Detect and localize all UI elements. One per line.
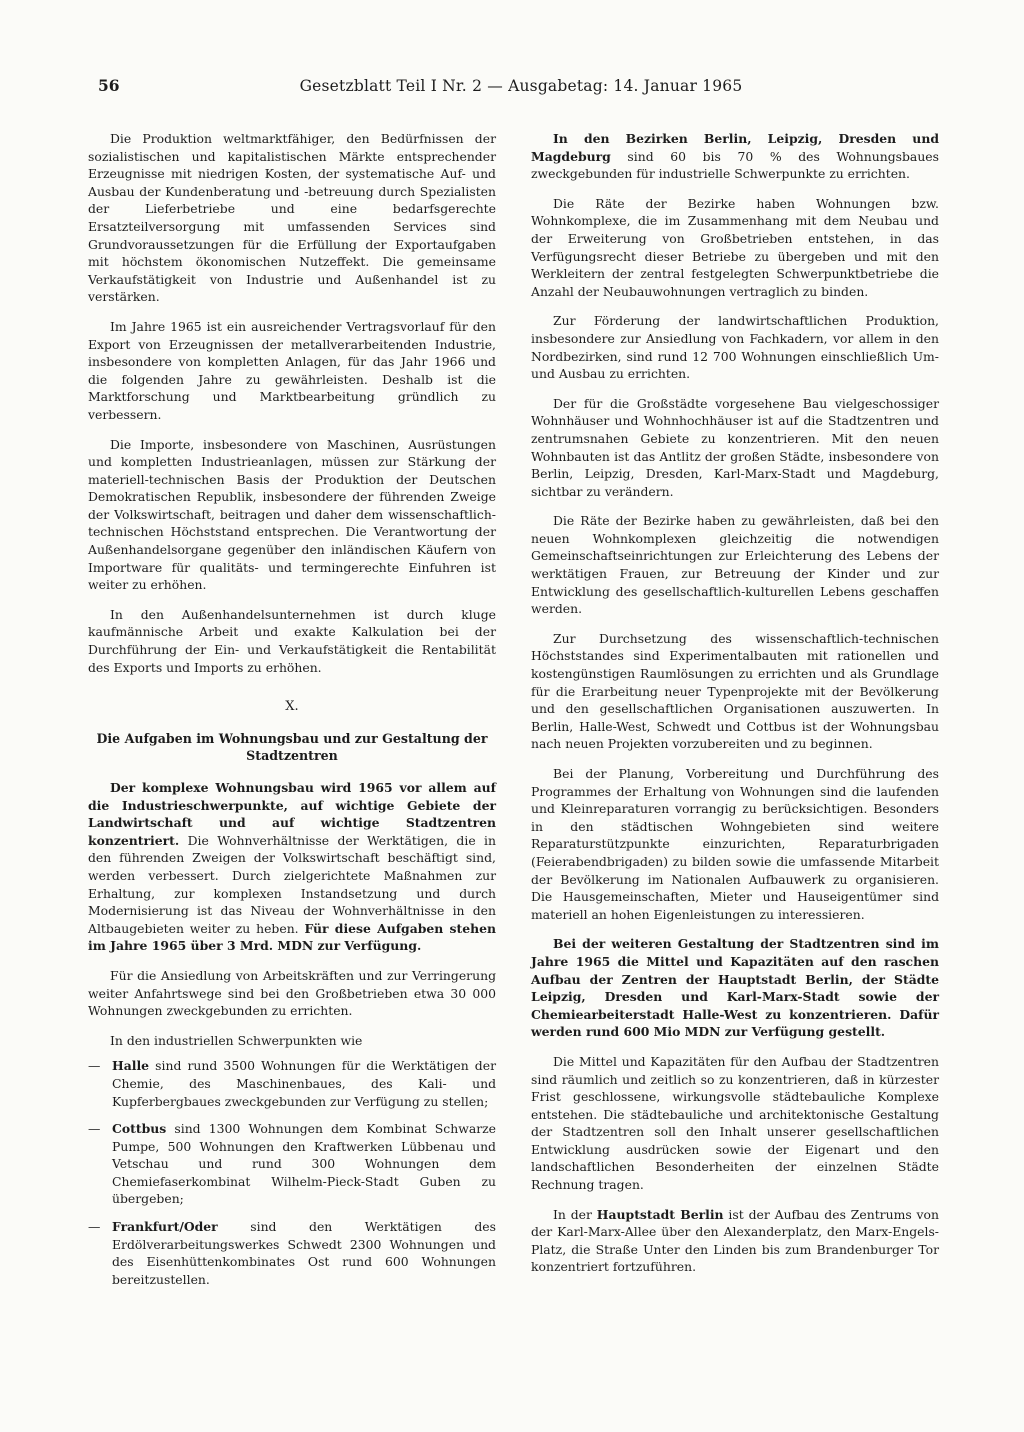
paragraph-text: Die Wohnverhältnisse der Werktätigen, die in den führenden Zweigen der Volkswirtschaft beschäftigt sind, werden verbessert. Durch zielgerichtete Maßnahmen zur Erhaltung, zur komplexen Instandsetzung und durch Modernisierung ist das Niveau der Wohnverhältnisse in den Altbaugebieten weiter zu heben.	[88, 832, 496, 936]
bold-text: Cottbus	[112, 1121, 167, 1137]
bold-text: Halle	[112, 1058, 150, 1074]
dash-marker: —	[88, 1121, 101, 1137]
paragraph	[531, 1206, 939, 1276]
paragraph: Die Räte der Bezirke haben Wohnungen bzw. Wohnkomplexe, die im Zusammenhang mit dem Neubau und der Erweiterung von Großbetrieben entstehen, in das Verfügungsrecht dieser Betriebe zu übergeben und mit den Werkleitern der zentral festgelegten Schwerpunktbetriebe die Anzahl der Neubauwohnungen vertraglich zu binden.	[531, 195, 939, 299]
paragraph: Zur Förderung der landwirtschaftlichen Produktion, insbesondere zur Ansiedlung von Fachkadern, vor allem in den Nordbezirken, sind rund 12 700 Wohnungen einschließlich Um- und Ausbau zu errichten.	[531, 313, 939, 382]
bold-text: Hauptstadt Berlin	[596, 1206, 724, 1222]
paragraph	[531, 935, 939, 1041]
left-column	[88, 130, 496, 1298]
bold-text: Bei der weiteren Gestaltung der Stadtzentren sind im Jahre 1965 die Mittel und Kapazitäten auf den raschen Aufbau der Zentren der Hauptstadt Berlin, der Städte Leipzig, Dresden und Karl-Marx-Stadt sowie der Chemiearbeiterstadt Halle-West zu konzentrieren. Dafür werden rund 600 Mio MDN zur Verfügung gestellt.	[531, 936, 939, 1040]
bold-text: Der komplexe Wohnungsbau wird 1965 vor allem auf die Industrieschwerpunkte, auf wichtige Gebiete der Landwirtschaft und auf wichtige Stadtzentren konzentriert.	[88, 780, 496, 848]
list-item	[88, 1120, 496, 1208]
paragraph: Die Mittel und Kapazitäten für den Aufbau der Stadtzentren sind räumlich und zeitlich so zu konzentrieren, daß in kürzester Frist geschlossene, wirkungsvolle städtebauliche Komplexe entstehen. Die städtebauliche und architektonische Gestaltung der Stadtzentren soll den Inhalt unserer gesellschaftlichen Entwicklung ausdrücken sowie der Eigenart und den landschaftlichen Besonderheiten der einzelnen Städte Rechnung tragen.	[531, 1053, 939, 1193]
list-item	[88, 1218, 496, 1288]
list-text: sind rund 3500 Wohnungen für die Werktätigen der Chemie, des Maschinenbaues, des Kali- und Kupferbergbaues zweckgebunden zur Verfügung zu stellen;	[112, 1058, 496, 1109]
running-title: Gesetzblatt Teil I Nr. 2 — Ausgabetag: 14. Januar 1965	[299, 77, 743, 95]
paragraph: In den Außenhandelsunternehmen ist durch kluge kaufmännische Arbeit und exakte Kalkulation bei der Durchführung der Ein- und Verkaufstätigkeit die Rentabilität des Exports und Imports zu erhöhen.	[88, 606, 496, 675]
section-title: Die Aufgaben im Wohnungsbau und zur Gestaltung der Stadtzentren	[96, 730, 488, 764]
paragraph: Die Importe, insbesondere von Maschinen, Ausrüstungen und kompletten Industrieanlagen, müssen zur Stärkung der materiell-technischen Basis der Produktion der Deutschen Demokratischen Republik, insbesondere der führenden Zweige der Volkswirtschaft, beitragen und daher dem wissenschaftlich-technischen Höchststand entsprechen. Die Verantwortung der Außenhandelsorgane gegenüber den inländischen Käufern von Importware für qualitäts- und termingerechte Einfuhren ist weiter zu erhöhen.	[88, 436, 496, 593]
paragraph-text: sind 60 bis 70 % des Wohnungsbaues zweckgebunden für industrielle Schwerpunkte zu errichten.	[531, 148, 939, 182]
list-text: sind 1300 Wohnungen dem Kombinat Schwarze Pumpe, 500 Wohnungen den Kraftwerken Lübbenau und Vetschau und rund 300 Wohnungen dem Chemiefaserkombinat Wilhelm-Pieck-Stadt Guben zu übergeben;	[112, 1121, 496, 1207]
right-column	[531, 130, 939, 1288]
paragraph: In den industriellen Schwerpunkten wie	[110, 1032, 363, 1048]
list-text: sind den Werktätigen des Erdölverarbeitungswerkes Schwedt 2300 Wohnungen und des Eisenhüttenkombinates Ost rund 600 Wohnungen bereitzustellen.	[112, 1219, 496, 1287]
bold-text: Frankfurt/Oder	[112, 1219, 218, 1235]
paragraph: Im Jahre 1965 ist ein ausreichender Vertragsvorlauf für den Export von Erzeugnissen der metallverarbeitenden Industrie, insbesondere von kompletten Anlagen, für das Jahr 1966 und die folgenden Jahre zu gewährleisten. Deshalb ist die Marktforschung und Marktbearbeitung gründlich zu verbessern.	[88, 318, 496, 422]
section-number: X.	[285, 699, 299, 715]
paragraph: Zur Durchsetzung des wissenschaftlich-technischen Höchststandes sind Experimentalbauten mit rationellen und kostengünstigen Raumlösungen zu errichten und als Grundlage für die Erarbeitung neuer Typenprojekte mit der Bevölkerung und den gesellschaftlichen Organisationen auszuwerten. In Berlin, Halle-West, Schwedt und Cottbus ist der Wohnungsbau nach neuen Projekten vorzubereiten und zu beginnen.	[531, 630, 939, 752]
list-item	[88, 1057, 496, 1110]
paragraph-text: ist der Aufbau des Zentrums von der Karl-Marx-Allee über den Alexanderplatz, den Marx-Engels-Platz, die Straße Unter den Linden bis zum Brandenburger Tor konzentriert fortzuführen.	[531, 1206, 939, 1275]
paragraph	[88, 779, 496, 955]
dash-marker: —	[88, 1058, 101, 1074]
paragraph: Bei der Planung, Vorbereitung und Durchführung des Programmes der Erhaltung von Wohnungen sind die laufenden und Kleinreparaturen vorrangig zu berücksichtigen. Besonders in den städtischen Wohngebieten sind weitere Reparaturstützpunkte einzurichten, Reparaturbrigaden (Feierabendbrigaden) zu bilden sowie die umfassende Mitarbeit der Bevölkerung im Nationalen Aufbauwerk zu organisieren. Die Hausgemeinschaften, Mieter und Hauseigentümer sind materiell an hohen Eigenleistungen zu interessieren.	[531, 766, 939, 922]
paragraph: Die Produktion weltmarktfähiger, den Bedürfnissen der sozialistischen und kapitalistischen Märkte entsprechender Erzeugnisse mit niedrigen Kosten, der systematische Auf- und Ausbau der Kundenberatung und -betreuung durch Spezialisten der Lieferbetriebe und eine bedarfsgerechte Ersatzteilversorgung mit umfassenden Services sind Grundvoraussetzungen für die Erfüllung der Exportaufgaben mit höchstem ökonomischen Nutzeffekt. Die gemeinsame Verkaufstätigkeit von Industrie und Außenhandel ist zu verstärken.	[88, 131, 496, 305]
page-number: 56	[98, 76, 120, 95]
bold-text: Für diese Aufgaben stehen im Jahre 1965 über 3 Mrd. MDN zur Verfügung.	[88, 920, 496, 954]
paragraph	[531, 130, 939, 183]
dash-marker: —	[88, 1219, 101, 1235]
paragraph: Für die Ansiedlung von Arbeitskräften und zur Verringerung weiter Anfahrtswege sind bei den Großbetrieben etwa 30 000 Wohnungen zweckgebunden zu errichten.	[88, 967, 496, 1019]
bold-text: In den Bezirken Berlin, Leipzig, Dresden und Magdeburg	[531, 131, 939, 164]
paragraph: Die Räte der Bezirke haben zu gewährleisten, daß bei den neuen Wohnkomplexen gleichzeitig die notwendigen Gemeinschaftseinrichtungen zur Erleichterung des Lebens der werktätigen Frauen, zur Betreuung der Kinder und zur Entwicklung des gesellschaftlich-kulturellen Lebens geschaffen werden.	[531, 513, 939, 617]
paragraph: Der für die Großstädte vorgesehene Bau vielgeschossiger Wohnhäuser und Wohnhochhäuser ist auf die Stadtzentren und zentrumsnahen Gebiete zu konzentrieren. Mit den neuen Wohnbauten ist das Antlitz der großen Städte, insbesondere von Berlin, Leipzig, Dresden, Karl-Marx-Stadt und Magdeburg, sichtbar zu verändern.	[531, 395, 939, 499]
paragraph-text: In der	[553, 1206, 597, 1222]
